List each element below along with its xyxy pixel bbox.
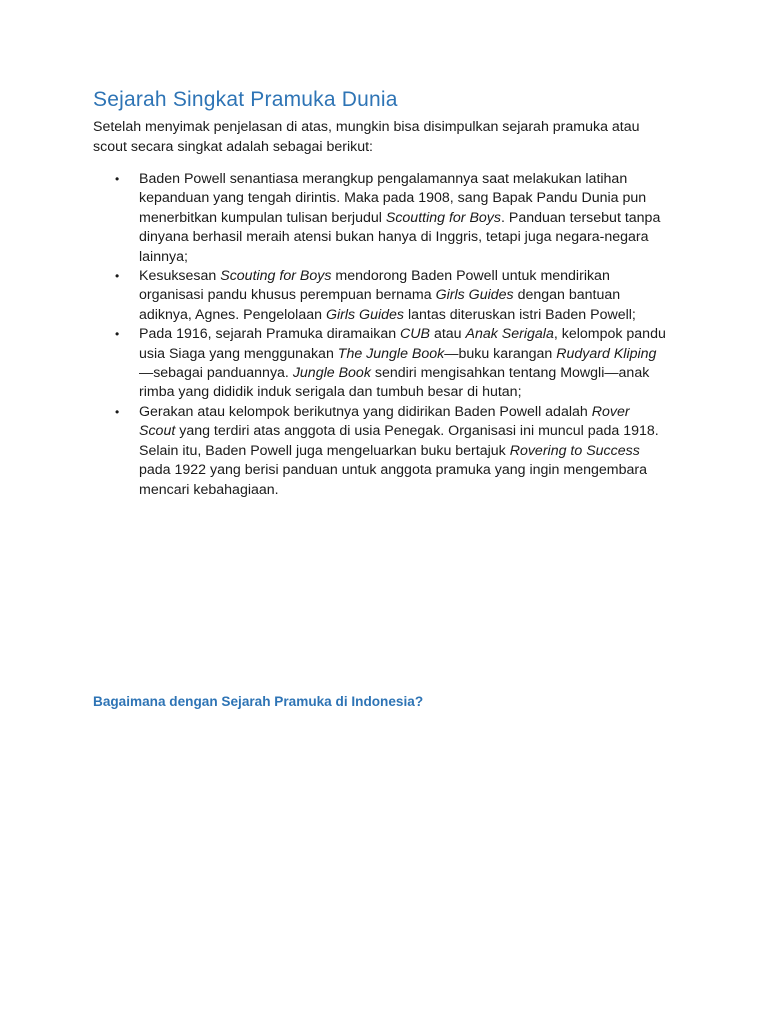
bullet-text: Baden Powell senantiasa merangkup pengalamannya saat melakukan latihan kepanduan yang tengah dirintis. Maka pada 1908, sang Bapak Pandu Dunia pun menerbitkan kumpulan tulisan berjudul — [139, 171, 647, 226]
italic-text: The Jungle Book — [337, 345, 445, 362]
italic-text: Rovering to Success — [509, 442, 640, 459]
italic-text: Girls Guides — [325, 306, 405, 323]
bullet-item — [93, 403, 668, 500]
bullet-dot-icon: • — [115, 327, 120, 342]
italic-text: Anak Serigala — [465, 326, 554, 343]
bullet-text: , kelompok pandu usia Siaga yang menggunakan — [139, 326, 666, 362]
italic-text: Rover Scout — [139, 403, 630, 440]
italic-text: Scouting for Boys — [220, 268, 332, 285]
italic-text: Jungle Book — [292, 365, 371, 382]
bullet-item — [93, 170, 668, 267]
italic-text: CUB — [400, 326, 431, 343]
bullet-text: pada 1922 yang berisi panduan untuk anggota pramuka yang ingin mengembara mencari kebahagiaan. — [139, 462, 647, 498]
page-title: Sejarah Singkat Pramuka Dunia — [93, 88, 398, 111]
bullet-text: —sebagai panduannya. — [139, 365, 293, 382]
bullet-text: yang terdiri atas anggota di usia Penegak. Organisasi ini muncul pada 1918. Selain itu, Baden Powell juga mengeluarkan buku bertajuk — [139, 423, 659, 459]
bullet-text: Kesuksesan — [139, 268, 221, 285]
bullet-dot-icon: • — [115, 172, 120, 186]
bullet-text: Pada 1916, sejarah Pramuka diramaikan — [139, 326, 401, 343]
bullet-item — [93, 267, 668, 325]
bullet-dot-icon: • — [115, 404, 120, 419]
section-subheading: Bagaimana dengan Sejarah Pramuka di Indonesia? — [93, 694, 424, 709]
bullet-item — [93, 325, 668, 403]
bullet-text: sendiri mengisahkan tentang Mowgli—anak rimba yang dididik induk serigala dan tumbuh besar di hutan; — [139, 365, 650, 401]
bullet-text: . Panduan tersebut tanpa dinyana berhasil meraih atensi bukan hanya di Inggris, tetapi juga negara-negara lainnya; — [139, 209, 661, 265]
bullet-text: Gerakan atau kelompok berikutnya yang didirikan Baden Powell adalah — [139, 403, 592, 420]
bullet-text: atau — [430, 326, 466, 343]
intro-paragraph: Setelah menyimak penjelasan di atas, mungkin bisa disimpulkan sejarah pramuka atau scout secara singkat adalah sebagai berikut: — [93, 119, 640, 155]
bullet-text: mendorong Baden Powell untuk mendirikan organisasi pandu khusus perempuan bernama — [139, 268, 610, 304]
italic-text: Girls Guides — [435, 287, 514, 304]
bullet-text: dengan bantuan adiknya, Agnes. Pengelolaan — [139, 287, 621, 323]
italic-text: Scoutting for Boys — [385, 209, 501, 226]
bullet-text: lantas diteruskan istri Baden Powell; — [404, 306, 636, 323]
bullet-list — [93, 170, 668, 500]
bullet-dot-icon: • — [115, 269, 120, 284]
bullet-text: —buku karangan — [444, 345, 557, 362]
italic-text: Rudyard Kliping — [556, 345, 657, 362]
